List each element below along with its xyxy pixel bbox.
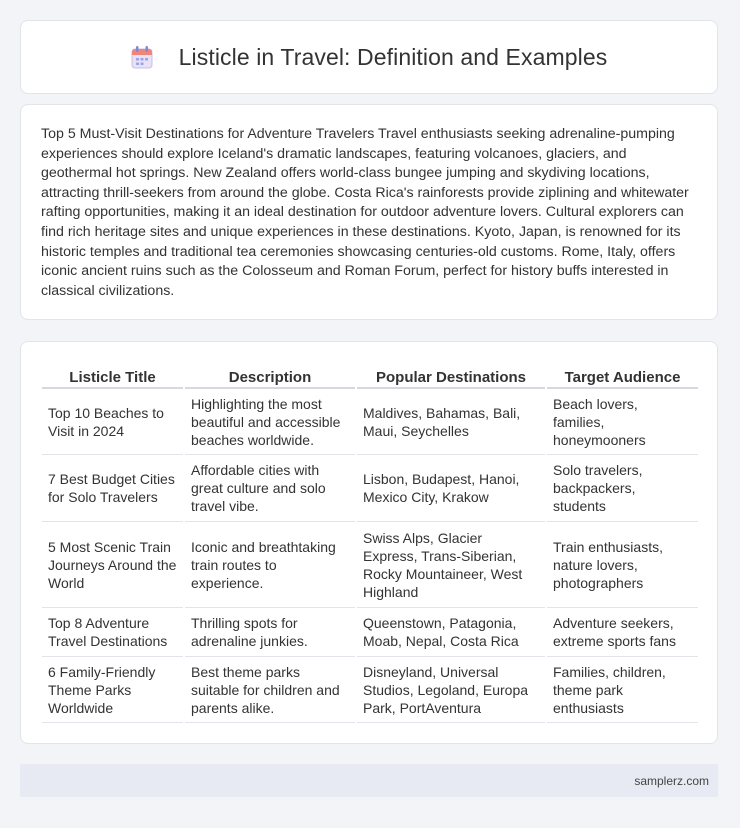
table-cell: Top 10 Beaches to Visit in 2024 — [42, 389, 183, 455]
table-cell: Solo travelers, backpackers, students — [547, 455, 698, 522]
table-card — [20, 341, 718, 744]
table-row — [42, 455, 698, 522]
table-cell: Maldives, Bahamas, Bali, Maui, Seychelles — [357, 389, 545, 455]
table-cell: Top 8 Adventure Travel Destinations — [42, 608, 183, 657]
intro-paragraph: Top 5 Must-Visit Destinations for Adventure Travelers Travel enthusiasts seeking adrenaline-pumping experiences should explore Iceland's dramatic landscapes, featuring volcanoes, glaciers, and geothermal hot springs. New Zealand offers world-class bungee jumping and skydiving locations, attracting thrill-seekers from around the globe. Costa Rica's rainforests provide ziplining and whitewater rafting opportunities, making it an ideal destination for outdoor adventure lovers. Cultural explorers can find rich heritage sites and unique experiences in these destinations. Kyoto, Japan, is renowned for its historic temples and traditional tea ceremonies showcasing centuries-old customs. Rome, Italy, offers iconic ancient ruins such as the Colosseum and Roman Forum, perfect for history buffs interested in classical civilizations. — [41, 126, 689, 299]
table-row — [42, 389, 698, 455]
table-cell: 6 Family-Friendly Theme Parks Worldwide — [42, 657, 183, 723]
column-header: Description — [185, 360, 355, 389]
table-cell: Affordable cities with great culture and solo travel vibe. — [185, 455, 355, 522]
table-cell: Beach lovers, families, honeymooners — [547, 389, 698, 455]
table-cell: 5 Most Scenic Train Journeys Around the World — [42, 522, 183, 608]
table-cell: Best theme parks suitable for children and parents alike. — [185, 657, 355, 723]
table-row — [42, 522, 698, 608]
header-card — [20, 20, 718, 94]
listicle-table — [40, 360, 700, 723]
table-row — [42, 657, 698, 723]
column-header: Popular Destinations — [357, 360, 545, 389]
column-header: Listicle Title — [42, 360, 183, 389]
table-cell: Queenstown, Patagonia, Moab, Nepal, Costa Rica — [357, 608, 545, 657]
table-header-row — [42, 360, 698, 389]
column-header: Target Audience — [547, 360, 698, 389]
table-row — [42, 608, 698, 657]
header — [131, 44, 608, 71]
table-cell: Iconic and breathtaking train routes to experience. — [185, 522, 355, 608]
calendar-icon — [131, 45, 153, 69]
table-cell: Train enthusiasts, nature lovers, photographers — [547, 522, 698, 608]
table-cell: Highlighting the most beautiful and accessible beaches worldwide. — [185, 389, 355, 455]
table-cell: Families, children, theme park enthusiasts — [547, 657, 698, 723]
footer-site-link[interactable]: samplerz.com — [634, 773, 709, 788]
table-cell: Lisbon, Budapest, Hanoi, Mexico City, Krakow — [357, 455, 545, 522]
footer — [20, 764, 718, 797]
table-cell: 7 Best Budget Cities for Solo Travelers — [42, 455, 183, 522]
table-cell: Thrilling spots for adrenaline junkies. — [185, 608, 355, 657]
page-title: Listicle in Travel: Definition and Examples — [178, 43, 608, 70]
table-cell: Adventure seekers, extreme sports fans — [547, 608, 698, 657]
table-cell: Disneyland, Universal Studios, Legoland, Europa Park, PortAventura — [357, 657, 545, 723]
intro-card — [20, 104, 718, 320]
table-cell: Swiss Alps, Glacier Express, Trans-Siberian, Rocky Mountaineer, West Highland — [357, 522, 545, 608]
